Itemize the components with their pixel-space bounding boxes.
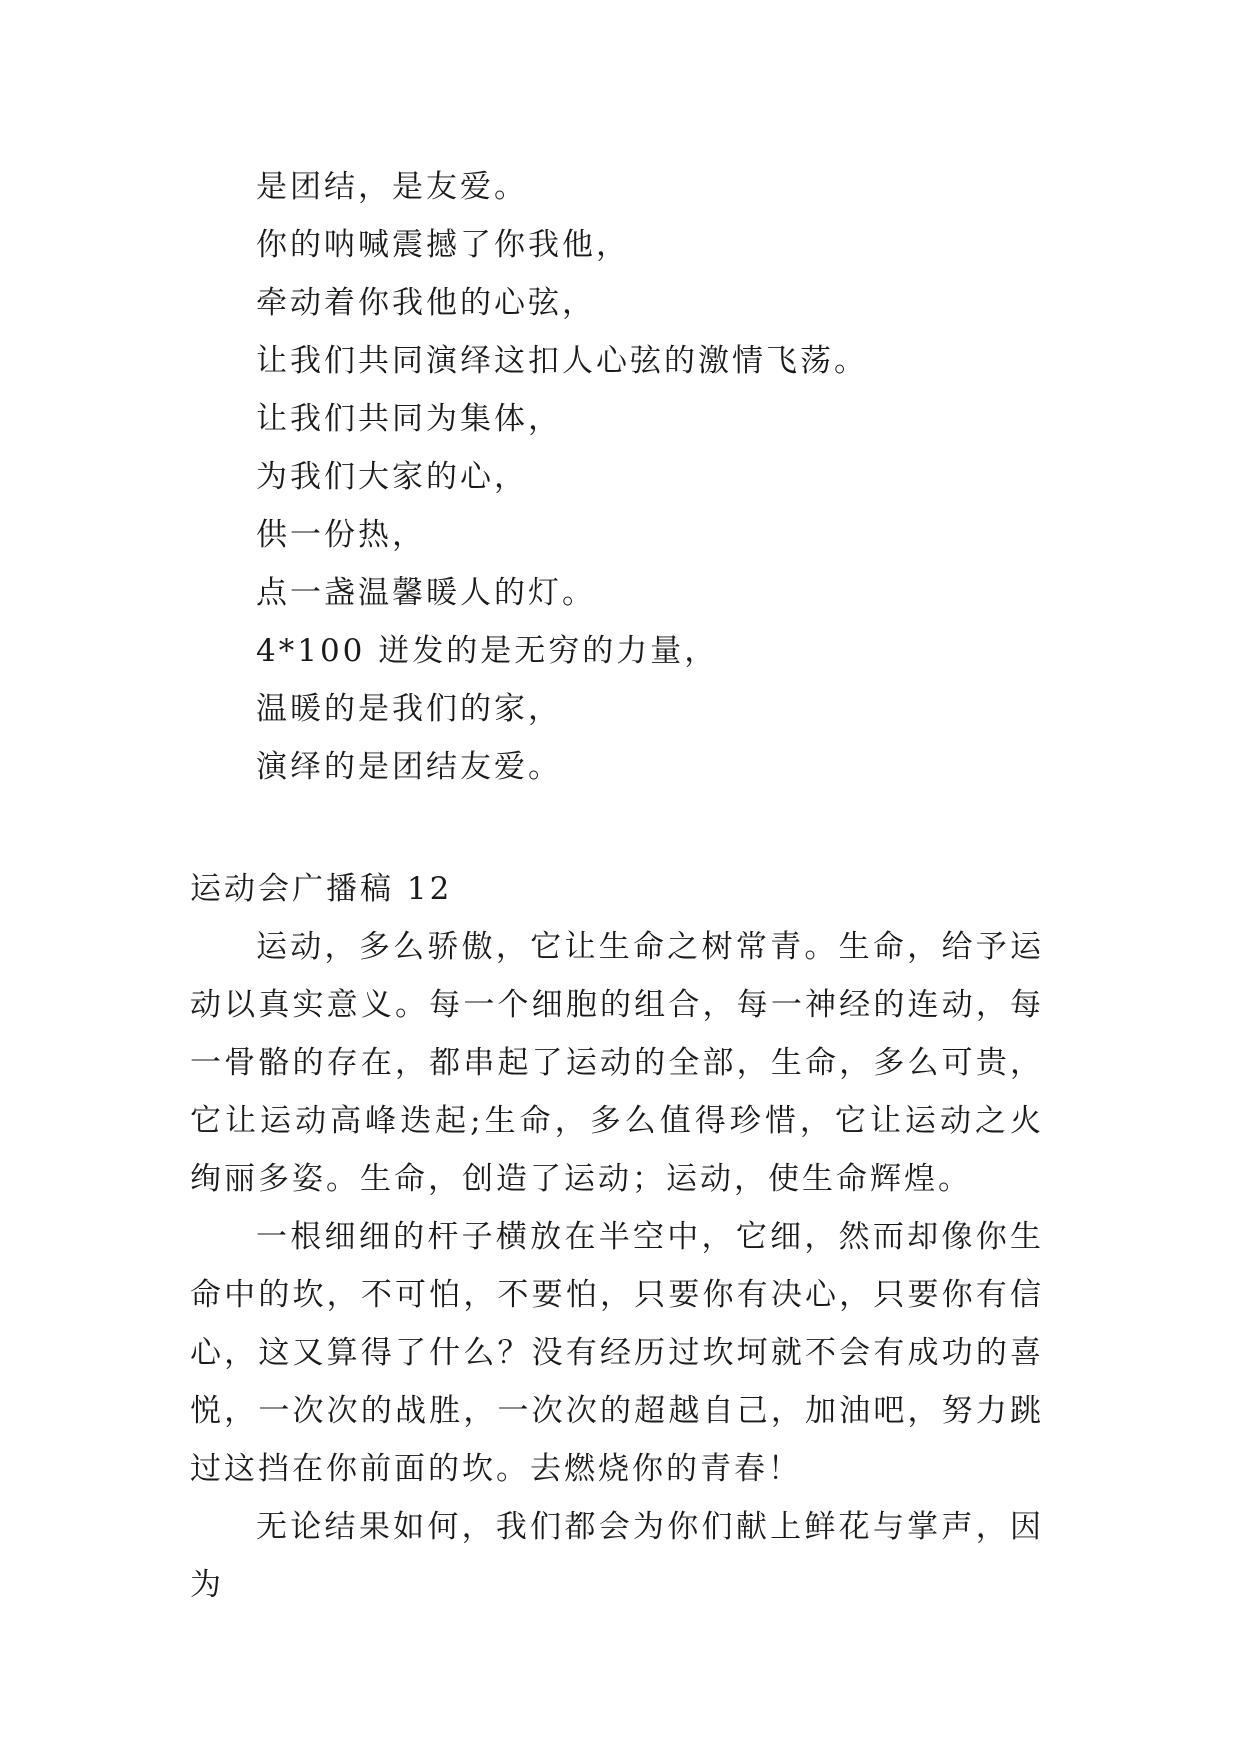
poem-line: 让我们共同为集体，: [256, 401, 562, 437]
poem-line: 是团结，是友爱。: [256, 169, 528, 205]
poem-line: 供一份热，: [256, 517, 426, 553]
poem-line: 温暖的是我们的家，: [256, 691, 562, 727]
body-text: [190, 918, 1044, 1614]
poem-line: 点一盏温馨暖人的灯。: [256, 575, 596, 611]
section-heading: 运动会广播稿 12: [190, 871, 453, 907]
paragraph: 运动，多么骄傲，它让生命之树常青。生命，给予运动以真实意义。每一个细胞的组合，每一神经的连动，每一骨骼的存在，都串起了运动的全部，生命，多么可贵，它让运动高峰迭起;生命，多么值得珍惜，它让运动之火绚丽多姿。生命，创造了运动；运动，使生命辉煌。: [190, 929, 1044, 1197]
poem-line: 牵动着你我他的心弦，: [256, 285, 596, 321]
poem-line: 让我们共同演绎这扣人心弦的激情飞荡。: [256, 343, 868, 379]
paragraph: 无论结果如何，我们都会为你们献上鲜花与掌声，因为: [190, 1509, 1044, 1603]
poem-line: 演绎的是团结友爱。: [256, 749, 562, 785]
poem-line: 4*100 迸发的是无穷的力量，: [256, 633, 719, 669]
poem-block: [256, 158, 1096, 796]
poem-line: 你的呐喊震撼了你我他，: [256, 227, 630, 263]
poem-line: 为我们大家的心，: [256, 459, 528, 495]
paragraph: 一根细细的杆子横放在半空中，它细，然而却像你生命中的坎，不可怕，不要怕，只要你有决心，只要你有信心，这又算得了什么？没有经历过坎坷就不会有成功的喜悦，一次次的战胜，一次次的超越自己，加油吧，努力跳过这挡在你前面的坎。去燃烧你的青春！: [190, 1219, 1044, 1487]
